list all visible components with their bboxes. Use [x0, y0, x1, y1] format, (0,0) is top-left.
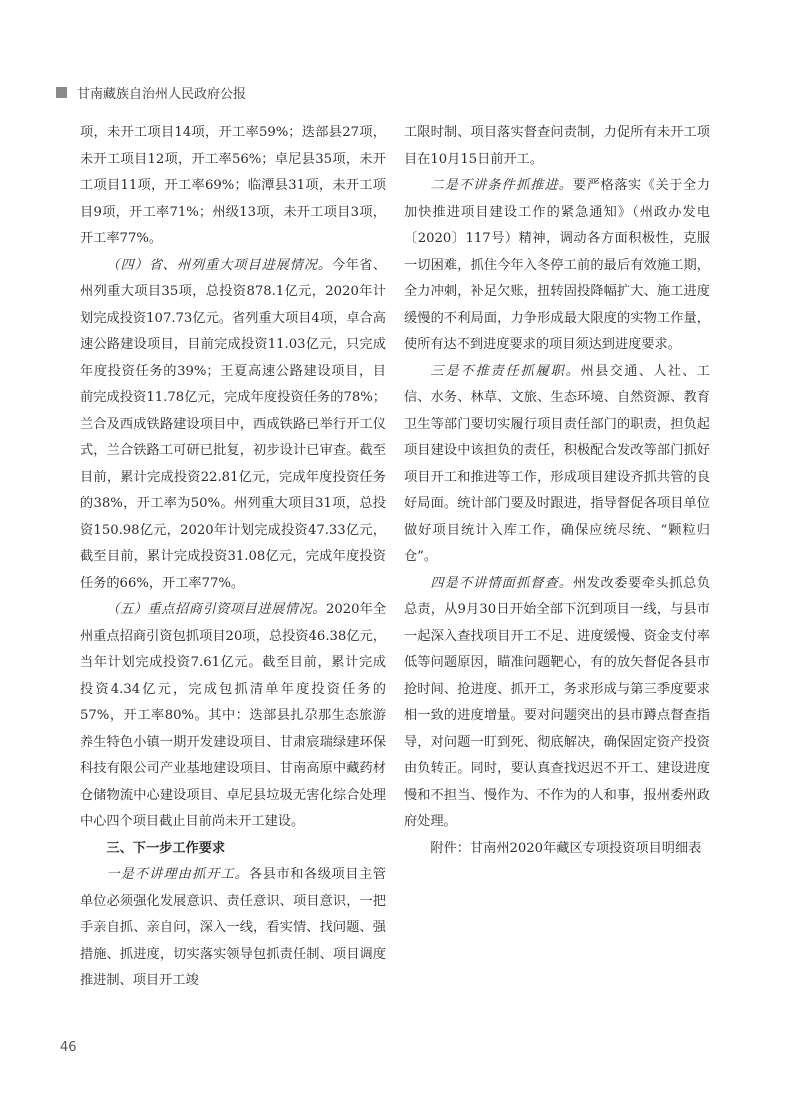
page-number: 46 [60, 1040, 77, 1055]
paragraph-body: 今年省、州列重大项目35项，总投资878.1亿元，2020年计划完成投资107.73亿元。省列重大项目4项，卓合高速公路建设项目，目前完成投资11.03亿元，只完成年度投资任务的39%；王夏高速公路建设项目，目前完成投资11.78亿元，完成年度投资任务的78%；兰合及西成铁路建设项目中，西成铁路已举行开工仪式，兰合铁路工可研已批复，初步设计已审查。截至目前，累计完成投资22.81亿元，完成年度投资任务的38%，开工率为50%。州列重大项目31项，总投资150.98亿元，2020年计划完成投资47.33亿元，截至目前，累计完成投资31.08亿元，完成年度投资任务的66%，开工率77%。 [80, 257, 387, 591]
paragraph-continued: 工限时制、项目落实督查问责制，力促所有未开工项目在10月15日前开工。 [404, 125, 710, 167]
requirement-heading-2: 二是不讲条件抓推进。 [430, 178, 573, 193]
paragraph-requirement-1 [80, 862, 386, 995]
section-heading-4: （四）省、州列重大项目进展情况。 [106, 257, 333, 273]
header-square-icon [56, 87, 67, 98]
paragraph-body: 州发改委要牵头抓总负总责，从9月30日开始全部下沉到项目一线，与县市一起深入查找项目开工不足、进度缓慢、资金支付率低等问题原因，瞄准问题靶心，有的放矢督促各县市抢时间、抢进度、抓开工，务求形成与第三季度要求相一致的进度增量。要对问题突出的县市蹲点督查指导，对问题一盯到死、彻底解决，确保固定资产投资由负转正。同时，要认真查找迟迟不开工、建设进度慢和不担当、慢作为、不作为的人和事，报州委州政府处理。 [404, 575, 711, 829]
paragraph-major-projects [80, 253, 386, 598]
paragraph-body: 要严格落实《关于全力加快推进项目建设工作的紧急通知》（州政办发电〔2020〕117号）精神，调动各方面积极性，克服一切困难，抓住今年入冬停工前的最后有效施工期，全力冲刺，补足欠账，扭转固投降幅扩大、施工进度缓慢的不利局面，力争形成最大限度的实物工作量，使所有达不到进度要求的项目须达到进度要求。 [404, 178, 711, 352]
requirement-heading-1: 一是不讲理由抓开工。 [106, 867, 249, 882]
requirement-heading-3: 三是不推责任抓履职。 [430, 363, 581, 379]
left-column [80, 120, 386, 995]
paragraph-body: 2020年全州重点招商引资包抓项目20项，总投资46.38亿元，当年计划完成投资7.61亿元。截至目前，累计完成投资4.34亿元，完成包抓清单年度投资任务的57%，开工率80%。其中：迭部县扎尕那生态旅游养生特色小镇一期开发建设项目、甘肃宸瑞绿建环保科技有限公司产业基地建设项目、甘南高原中藏药材仓储物流中心建设项目、卓尼县垃圾无害化综合处理中心四个项目截止目前尚未开工建设。 [80, 602, 387, 829]
paragraph-investment-projects [80, 597, 386, 836]
requirement-heading-4: 四是不讲情面抓督查。 [430, 575, 573, 591]
paragraph-body: 各县市和各级项目主管单位必须强化发展意识、责任意识、项目意识，一把手亲自抓、亲自问，深入一线，看实情、找问题、强措施、抓进度，切实落实领导包抓责任制、项目调度推进制、项目开工竣 [80, 867, 387, 988]
paragraph-requirement-2 [404, 173, 710, 359]
section-heading-next-steps: 三、下一步工作要求 [106, 840, 226, 856]
header-title: 甘南藏族自治州人民政府公报 [77, 86, 247, 102]
paragraph-continued: 项，未开工项目14项，开工率59%；迭部县27项，未开工项目12项，开工率56%；卓尼县35项，未开工项目11项，开工率69%；临潭县31项，未开工项目9项，开工率71%；州级13项，未开工项目3项，开工率77%。 [80, 125, 386, 246]
running-header [56, 84, 246, 100]
paragraph-body: 州县交通、人社、工信、水务、林草、文旅、生态环境、自然资源、教育卫生等部门要切实履行项目责任部门的职责，担负起项目建设中该担负的责任，积极配合发改等部门抓好项目开工和推进等工作，形成项目建设齐抓共管的良好局面。统计部门要及时跟进，指导督促各项目单位做好项目统计入库工作，确保应统尽统、“颗粒归仓”。 [404, 363, 710, 564]
paragraph-requirement-3 [404, 359, 710, 571]
right-column [404, 120, 710, 862]
section-heading-5: （五）重点招商引资项目进展情况。 [106, 602, 326, 617]
paragraph-requirement-4 [404, 571, 710, 836]
paragraph-attachment: 附件：甘南州2020年藏区专项投资项目明细表 [430, 840, 702, 856]
